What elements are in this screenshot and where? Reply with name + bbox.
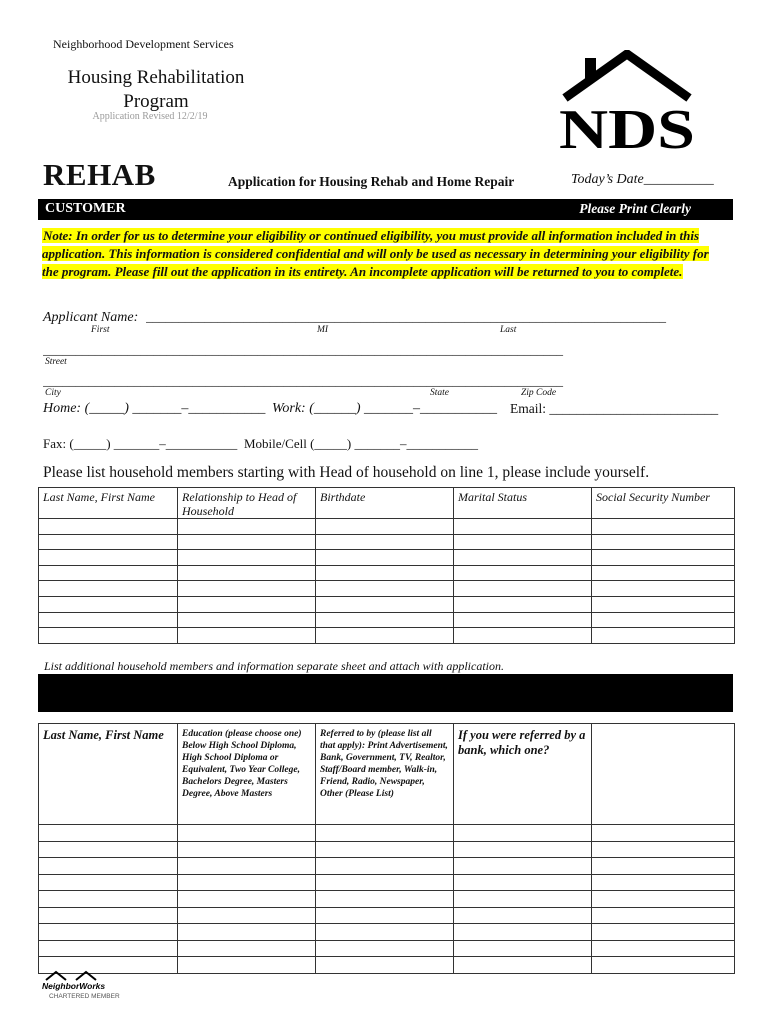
table-cell[interactable] — [178, 596, 316, 612]
table-cell[interactable] — [178, 907, 316, 924]
col-header-name: Last Name, First Name — [39, 488, 178, 519]
table-row — [39, 550, 735, 566]
work-phone-field[interactable]: Work: (______) _______–___________ — [272, 401, 498, 416]
email-field[interactable]: Email: _________________________ — [510, 401, 719, 416]
city-label: City — [45, 388, 61, 398]
table-cell[interactable] — [592, 628, 735, 644]
table-row — [39, 596, 735, 612]
table-cell[interactable] — [592, 534, 735, 550]
applicant-name-field[interactable]: ________________________________________________________________________________ — [146, 309, 666, 324]
table-cell[interactable] — [592, 825, 735, 842]
table-cell[interactable] — [178, 519, 316, 535]
col-header-relationship: Relationship to Head of Household — [178, 488, 316, 519]
revision-date: Application Revised 12/2/19 — [92, 111, 208, 122]
table-cell[interactable] — [39, 940, 178, 957]
household-instructions: Please list household members starting with Head of household on line 1, please include yourself. — [43, 464, 650, 481]
table-cell[interactable] — [592, 565, 735, 581]
additional-members-note: List additional household members and information separate sheet and attach with application. — [44, 659, 504, 673]
col-header-ssn: Social Security Number — [592, 488, 735, 519]
table-row — [39, 957, 735, 974]
table-cell[interactable] — [39, 596, 178, 612]
table-cell[interactable] — [454, 550, 592, 566]
street-field[interactable]: ________________________________________________________________________________ — [43, 342, 563, 357]
table-cell[interactable] — [178, 874, 316, 891]
table-cell[interactable] — [454, 841, 592, 858]
table-cell[interactable] — [454, 565, 592, 581]
table-cell[interactable] — [178, 565, 316, 581]
table-row — [39, 858, 735, 875]
customer-section-bar — [38, 199, 733, 220]
applicant-name-label: Applicant Name: — [43, 310, 139, 325]
table-row — [39, 940, 735, 957]
table-cell[interactable] — [454, 628, 592, 644]
first-name-label: First — [91, 325, 110, 335]
table-cell[interactable] — [454, 581, 592, 597]
table-cell[interactable] — [316, 858, 454, 875]
table-cell[interactable] — [178, 924, 316, 941]
table-cell[interactable] — [316, 957, 454, 974]
table-cell[interactable] — [316, 596, 454, 612]
table-cell[interactable] — [592, 841, 735, 858]
todays-date-field[interactable]: Today’s Date__________ — [571, 172, 714, 187]
table-cell[interactable] — [39, 581, 178, 597]
col-header-bank-referral: If you were referred by a bank, which one? — [458, 728, 586, 757]
table-cell[interactable] — [454, 957, 592, 974]
table-cell[interactable] — [454, 596, 592, 612]
program-title: Housing Rehabilitation Program — [67, 67, 245, 112]
demographics-table — [38, 723, 735, 974]
table-cell[interactable] — [592, 596, 735, 612]
zip-label: Zip Code — [521, 388, 557, 398]
table-cell[interactable] — [39, 565, 178, 581]
table-cell[interactable] — [592, 612, 735, 628]
table-cell[interactable] — [316, 874, 454, 891]
print-clearly-label: Please Print Clearly — [579, 201, 691, 216]
table-cell[interactable] — [178, 841, 316, 858]
customer-label: CUSTOMER — [45, 201, 126, 216]
house-roof-icon — [565, 54, 689, 98]
chartered-member-label: CHARTERED MEMBER — [49, 993, 120, 1000]
street-label: Street — [45, 357, 67, 367]
col-header-birthdate: Birthdate — [316, 488, 454, 519]
chimney-icon — [585, 58, 596, 80]
table-cell[interactable] — [592, 519, 735, 535]
table-cell[interactable] — [316, 841, 454, 858]
table-row — [39, 565, 735, 581]
table-row — [39, 874, 735, 891]
rehab-label: REHAB — [43, 157, 156, 192]
col-header-name: Last Name, First Name — [43, 728, 164, 742]
table-cell[interactable] — [454, 825, 592, 842]
table-row — [39, 841, 735, 858]
table-cell[interactable] — [178, 858, 316, 875]
application-title: Application for Housing Rehab and Home Repair — [228, 174, 515, 189]
table-cell[interactable] — [39, 534, 178, 550]
table-cell[interactable] — [316, 565, 454, 581]
table-cell[interactable] — [39, 858, 178, 875]
table-row — [39, 628, 735, 644]
table-cell[interactable] — [178, 825, 316, 842]
mi-label: MI — [317, 325, 329, 335]
col-header-education: Education (please choose one) Below High School Diploma, High School Diploma or Equivalent, Two Year College, Bachelors Degree, Masters Degree, Above Masters — [182, 729, 302, 799]
neighborworks-logo — [40, 968, 116, 992]
table-cell[interactable] — [316, 891, 454, 908]
table-cell[interactable] — [39, 924, 178, 941]
organization-name: Neighborhood Development Services — [53, 37, 234, 51]
table-cell[interactable] — [592, 924, 735, 941]
table-cell[interactable] — [454, 891, 592, 908]
table-cell[interactable] — [178, 891, 316, 908]
table-cell[interactable] — [454, 612, 592, 628]
table-cell[interactable] — [316, 612, 454, 628]
nds-logo — [553, 50, 701, 150]
col-header-referred-by: Referred to by (please list all that apply): Print Advertisement, Bank, Government, TV, Realtor, Staff/Board member, Walk-in, Friend, Radio, Newspaper, Other (Please List) — [320, 729, 448, 799]
table-cell[interactable] — [178, 957, 316, 974]
table-cell[interactable] — [454, 534, 592, 550]
table-cell[interactable] — [316, 924, 454, 941]
table-row — [39, 519, 735, 535]
table-cell[interactable] — [592, 874, 735, 891]
city-state-zip-field[interactable]: ________________________________________________________________________________ — [43, 373, 563, 388]
table-cell[interactable] — [39, 891, 178, 908]
table-cell[interactable] — [316, 534, 454, 550]
table-cell[interactable] — [316, 940, 454, 957]
table-cell[interactable] — [592, 907, 735, 924]
table-cell[interactable] — [39, 628, 178, 644]
table-row — [39, 825, 735, 842]
table-row — [39, 907, 735, 924]
house-roof-icon — [46, 972, 66, 980]
table-cell[interactable] — [178, 628, 316, 644]
table-cell[interactable] — [592, 858, 735, 875]
table-cell[interactable] — [316, 825, 454, 842]
fax-field[interactable]: Fax: (_____) _______–___________ — [43, 436, 238, 451]
eligibility-note — [42, 227, 727, 281]
table-cell[interactable] — [39, 874, 178, 891]
table-row — [39, 924, 735, 941]
table-cell[interactable] — [316, 519, 454, 535]
house-roof-icon-2 — [76, 972, 96, 980]
table-cell[interactable] — [39, 907, 178, 924]
table-cell[interactable] — [178, 534, 316, 550]
col-header-marital-status: Marital Status — [454, 488, 592, 519]
table-cell[interactable] — [39, 612, 178, 628]
table-cell[interactable] — [592, 550, 735, 566]
household-members-table — [38, 487, 735, 644]
note-lead: Note: — [43, 228, 73, 243]
table-row — [39, 534, 735, 550]
table-cell[interactable] — [454, 940, 592, 957]
table-cell[interactable] — [316, 581, 454, 597]
table-cell[interactable] — [454, 874, 592, 891]
table-cell[interactable] — [592, 891, 735, 908]
mobile-phone-field[interactable]: Mobile/Cell (_____) _______–___________ — [244, 436, 478, 451]
note-text: In order for us to determine your eligibility or continued eligibility, you must provide all information included in this application. This information is considered confidential and will only be used as necessary in determining your eligibility for the program. Please fill out the application in its entirety. An incomplete application will be returned to you to complete. — [42, 228, 709, 279]
home-phone-field[interactable]: Home: (_____) _______–___________ — [43, 401, 266, 416]
table-cell[interactable] — [592, 957, 735, 974]
section-divider-bar — [38, 674, 733, 712]
nds-logo-text: NDS — [559, 99, 695, 150]
table-cell[interactable] — [39, 519, 178, 535]
table-cell[interactable] — [178, 550, 316, 566]
neighborworks-logo-text: NeighborWorks — [42, 981, 106, 991]
table-cell[interactable] — [178, 940, 316, 957]
table-cell[interactable] — [178, 581, 316, 597]
table-header-row — [39, 488, 735, 519]
table-cell[interactable] — [316, 628, 454, 644]
table-row — [39, 581, 735, 597]
table-row — [39, 891, 735, 908]
table-cell[interactable] — [316, 907, 454, 924]
table-cell[interactable] — [592, 581, 735, 597]
table-row — [39, 612, 735, 628]
table-cell[interactable] — [39, 841, 178, 858]
table-cell[interactable] — [454, 519, 592, 535]
table-cell[interactable] — [454, 907, 592, 924]
table-cell[interactable] — [316, 550, 454, 566]
table-cell[interactable] — [39, 550, 178, 566]
state-label: State — [430, 388, 449, 398]
last-name-label: Last — [500, 325, 517, 335]
col-header-blank — [592, 724, 735, 825]
table-cell[interactable] — [454, 858, 592, 875]
table-cell[interactable] — [39, 825, 178, 842]
table-cell[interactable] — [178, 612, 316, 628]
table-cell[interactable] — [454, 924, 592, 941]
table-cell[interactable] — [592, 940, 735, 957]
table-header-row — [39, 724, 735, 825]
